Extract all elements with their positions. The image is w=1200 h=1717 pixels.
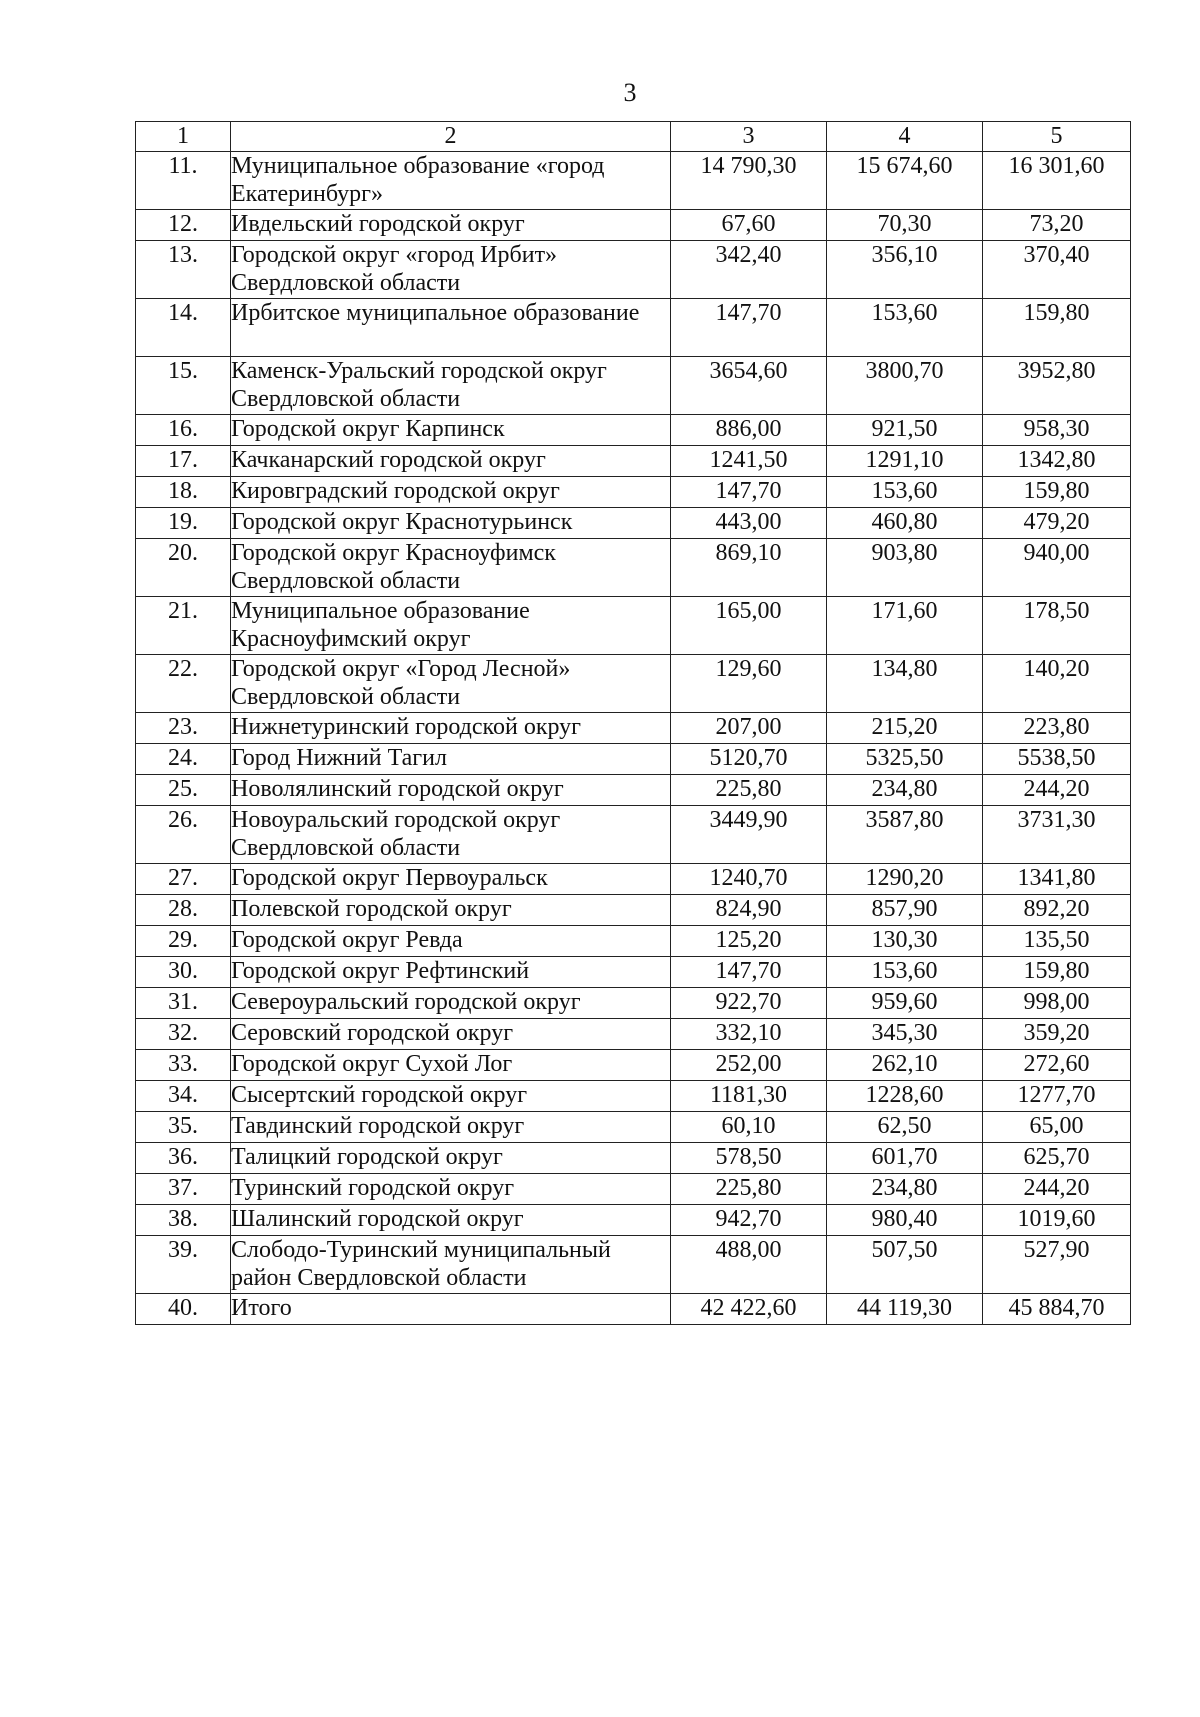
row-number-cell: 38. [136, 1205, 231, 1236]
municipality-name-cell: Новолялинский городской округ [231, 775, 671, 806]
value-col3-cell: 207,00 [671, 713, 827, 744]
row-number-cell: 18. [136, 477, 231, 508]
municipality-name-cell: Ирбитское муниципальное образование [231, 299, 671, 357]
value-col4-cell: 857,90 [827, 895, 983, 926]
column-header: 1 [136, 122, 231, 152]
value-col4-cell: 134,80 [827, 655, 983, 713]
value-col4-cell: 234,80 [827, 775, 983, 806]
municipality-name-cell: Городской округ «Город Лесной» Свердловской области [231, 655, 671, 713]
row-number-cell: 36. [136, 1143, 231, 1174]
value-col3-cell: 942,70 [671, 1205, 827, 1236]
value-col5-cell: 1019,60 [983, 1205, 1131, 1236]
value-col5-cell: 16 301,60 [983, 152, 1131, 210]
value-col4-cell: 345,30 [827, 1019, 983, 1050]
value-col5-cell: 135,50 [983, 926, 1131, 957]
row-number-cell: 39. [136, 1236, 231, 1294]
row-number-cell: 13. [136, 241, 231, 299]
value-col5-cell: 159,80 [983, 299, 1131, 357]
municipality-name-cell: Шалинский городской округ [231, 1205, 671, 1236]
value-col3-cell: 1181,30 [671, 1081, 827, 1112]
table-row [136, 446, 1131, 477]
value-col3-cell: 129,60 [671, 655, 827, 713]
value-col3-cell: 5120,70 [671, 744, 827, 775]
value-col4-cell: 15 674,60 [827, 152, 983, 210]
value-col5-cell: 3952,80 [983, 357, 1131, 415]
value-col5-cell: 159,80 [983, 477, 1131, 508]
row-number-cell: 32. [136, 1019, 231, 1050]
row-number-cell: 20. [136, 539, 231, 597]
value-col5-cell: 1341,80 [983, 864, 1131, 895]
value-col3-cell: 252,00 [671, 1050, 827, 1081]
value-col4-cell: 356,10 [827, 241, 983, 299]
value-col4-cell: 62,50 [827, 1112, 983, 1143]
value-col3-cell: 60,10 [671, 1112, 827, 1143]
value-col5-cell: 625,70 [983, 1143, 1131, 1174]
value-col5-cell: 272,60 [983, 1050, 1131, 1081]
value-col3-cell: 125,20 [671, 926, 827, 957]
value-col4-cell: 262,10 [827, 1050, 983, 1081]
value-col4-cell: 215,20 [827, 713, 983, 744]
value-col5-cell: 178,50 [983, 597, 1131, 655]
value-col3-cell: 147,70 [671, 299, 827, 357]
municipality-name-cell: Слободо-Туринский муниципальный район Свердловской области [231, 1236, 671, 1294]
table-row [136, 1112, 1131, 1143]
municipality-name-cell: Туринский городской округ [231, 1174, 671, 1205]
table-row [136, 539, 1131, 597]
municipality-name-cell: Городской округ Карпинск [231, 415, 671, 446]
table-row [136, 1294, 1131, 1325]
row-number-cell: 27. [136, 864, 231, 895]
municipality-name-cell: Талицкий городской округ [231, 1143, 671, 1174]
value-col5-cell: 45 884,70 [983, 1294, 1131, 1325]
row-number-cell: 23. [136, 713, 231, 744]
value-col4-cell: 5325,50 [827, 744, 983, 775]
row-number-cell: 22. [136, 655, 231, 713]
value-col4-cell: 153,60 [827, 299, 983, 357]
municipality-name-cell: Ивдельский городской округ [231, 210, 671, 241]
municipality-name-cell: Городской округ «город Ирбит» Свердловской области [231, 241, 671, 299]
value-col3-cell: 225,80 [671, 775, 827, 806]
table-row [136, 1019, 1131, 1050]
municipality-name-cell: Новоуральский городской округ Свердловской области [231, 806, 671, 864]
municipality-name-cell: Серовский городской округ [231, 1019, 671, 1050]
value-col5-cell: 244,20 [983, 1174, 1131, 1205]
value-col5-cell: 479,20 [983, 508, 1131, 539]
row-number-cell: 15. [136, 357, 231, 415]
value-col5-cell: 892,20 [983, 895, 1131, 926]
column-header: 3 [671, 122, 827, 152]
value-col4-cell: 507,50 [827, 1236, 983, 1294]
value-col5-cell: 958,30 [983, 415, 1131, 446]
row-number-cell: 19. [136, 508, 231, 539]
row-number-cell: 29. [136, 926, 231, 957]
value-col3-cell: 578,50 [671, 1143, 827, 1174]
value-col5-cell: 359,20 [983, 1019, 1131, 1050]
value-col5-cell: 3731,30 [983, 806, 1131, 864]
table-row [136, 1050, 1131, 1081]
table-row [136, 415, 1131, 446]
value-col4-cell: 921,50 [827, 415, 983, 446]
table-row [136, 1205, 1131, 1236]
value-col5-cell: 1277,70 [983, 1081, 1131, 1112]
table-row [136, 806, 1131, 864]
row-number-cell: 17. [136, 446, 231, 477]
value-col3-cell: 443,00 [671, 508, 827, 539]
row-number-cell: 14. [136, 299, 231, 357]
value-col5-cell: 65,00 [983, 1112, 1131, 1143]
value-col4-cell: 959,60 [827, 988, 983, 1019]
value-col3-cell: 42 422,60 [671, 1294, 827, 1325]
allocation-table [135, 121, 1131, 1325]
table-row [136, 655, 1131, 713]
value-col3-cell: 886,00 [671, 415, 827, 446]
value-col3-cell: 165,00 [671, 597, 827, 655]
column-header: 4 [827, 122, 983, 152]
row-number-cell: 16. [136, 415, 231, 446]
table-row [136, 864, 1131, 895]
municipality-name-cell: Нижнетуринский городской округ [231, 713, 671, 744]
page-number: 3 [623, 78, 637, 107]
table-row [136, 597, 1131, 655]
value-col5-cell: 1342,80 [983, 446, 1131, 477]
value-col4-cell: 1290,20 [827, 864, 983, 895]
value-col3-cell: 869,10 [671, 539, 827, 597]
value-col3-cell: 67,60 [671, 210, 827, 241]
row-number-cell: 30. [136, 957, 231, 988]
municipality-name-cell: Городской округ Ревда [231, 926, 671, 957]
municipality-name-cell: Североуральский городской округ [231, 988, 671, 1019]
value-col3-cell: 14 790,30 [671, 152, 827, 210]
value-col4-cell: 3800,70 [827, 357, 983, 415]
municipality-name-cell: Каменск-Уральский городской округ Свердловской области [231, 357, 671, 415]
municipality-name-cell: Итого [231, 1294, 671, 1325]
value-col4-cell: 130,30 [827, 926, 983, 957]
row-number-cell: 37. [136, 1174, 231, 1205]
value-col3-cell: 225,80 [671, 1174, 827, 1205]
value-col5-cell: 140,20 [983, 655, 1131, 713]
value-col3-cell: 1241,50 [671, 446, 827, 477]
row-number-cell: 34. [136, 1081, 231, 1112]
value-col3-cell: 824,90 [671, 895, 827, 926]
row-number-cell: 40. [136, 1294, 231, 1325]
value-col3-cell: 3449,90 [671, 806, 827, 864]
value-col4-cell: 171,60 [827, 597, 983, 655]
row-number-cell: 31. [136, 988, 231, 1019]
table-row [136, 988, 1131, 1019]
table-row [136, 957, 1131, 988]
value-col5-cell: 73,20 [983, 210, 1131, 241]
row-number-cell: 26. [136, 806, 231, 864]
table-row [136, 508, 1131, 539]
value-col4-cell: 153,60 [827, 477, 983, 508]
value-col5-cell: 998,00 [983, 988, 1131, 1019]
value-col5-cell: 159,80 [983, 957, 1131, 988]
municipality-name-cell: Муниципальное образование Красноуфимский округ [231, 597, 671, 655]
value-col5-cell: 527,90 [983, 1236, 1131, 1294]
municipality-name-cell: Городской округ Краснотурьинск [231, 508, 671, 539]
value-col4-cell: 3587,80 [827, 806, 983, 864]
value-col4-cell: 1291,10 [827, 446, 983, 477]
table-row [136, 477, 1131, 508]
value-col4-cell: 980,40 [827, 1205, 983, 1236]
value-col5-cell: 244,20 [983, 775, 1131, 806]
table-row [136, 210, 1131, 241]
municipality-name-cell: Городской округ Сухой Лог [231, 1050, 671, 1081]
row-number-cell: 35. [136, 1112, 231, 1143]
value-col3-cell: 332,10 [671, 1019, 827, 1050]
column-header: 5 [983, 122, 1131, 152]
table-row [136, 1081, 1131, 1112]
value-col4-cell: 601,70 [827, 1143, 983, 1174]
table-row [136, 744, 1131, 775]
table-row [136, 1236, 1131, 1294]
value-col3-cell: 147,70 [671, 957, 827, 988]
municipality-name-cell: Качканарский городской округ [231, 446, 671, 477]
value-col3-cell: 488,00 [671, 1236, 827, 1294]
table-header-row [136, 122, 1131, 152]
table-row [136, 895, 1131, 926]
value-col4-cell: 234,80 [827, 1174, 983, 1205]
value-col5-cell: 5538,50 [983, 744, 1131, 775]
column-header: 2 [231, 122, 671, 152]
row-number-cell: 24. [136, 744, 231, 775]
row-number-cell: 11. [136, 152, 231, 210]
table-body [136, 122, 1131, 1325]
table-row [136, 152, 1131, 210]
value-col4-cell: 44 119,30 [827, 1294, 983, 1325]
value-col5-cell: 940,00 [983, 539, 1131, 597]
municipality-name-cell: Муниципальное образование «город Екатеринбург» [231, 152, 671, 210]
table-row [136, 1174, 1131, 1205]
table-row [136, 299, 1131, 357]
value-col3-cell: 1240,70 [671, 864, 827, 895]
value-col3-cell: 922,70 [671, 988, 827, 1019]
value-col3-cell: 3654,60 [671, 357, 827, 415]
value-col5-cell: 370,40 [983, 241, 1131, 299]
row-number-cell: 25. [136, 775, 231, 806]
value-col3-cell: 342,40 [671, 241, 827, 299]
table-row [136, 926, 1131, 957]
municipality-name-cell: Тавдинский городской округ [231, 1112, 671, 1143]
value-col4-cell: 903,80 [827, 539, 983, 597]
value-col5-cell: 223,80 [983, 713, 1131, 744]
table-row [136, 1143, 1131, 1174]
table-row [136, 775, 1131, 806]
value-col4-cell: 70,30 [827, 210, 983, 241]
value-col4-cell: 1228,60 [827, 1081, 983, 1112]
municipality-name-cell: Кировградский городской округ [231, 477, 671, 508]
row-number-cell: 12. [136, 210, 231, 241]
value-col4-cell: 460,80 [827, 508, 983, 539]
value-col4-cell: 153,60 [827, 957, 983, 988]
municipality-name-cell: Город Нижний Тагил [231, 744, 671, 775]
row-number-cell: 28. [136, 895, 231, 926]
municipality-name-cell: Городской округ Красноуфимск Свердловской области [231, 539, 671, 597]
municipality-name-cell: Городской округ Первоуральск [231, 864, 671, 895]
table-row [136, 713, 1131, 744]
row-number-cell: 21. [136, 597, 231, 655]
value-col3-cell: 147,70 [671, 477, 827, 508]
municipality-name-cell: Полевской городской округ [231, 895, 671, 926]
table-row [136, 241, 1131, 299]
municipality-name-cell: Городской округ Рефтинский [231, 957, 671, 988]
table-row [136, 357, 1131, 415]
row-number-cell: 33. [136, 1050, 231, 1081]
municipality-name-cell: Сысертский городской округ [231, 1081, 671, 1112]
